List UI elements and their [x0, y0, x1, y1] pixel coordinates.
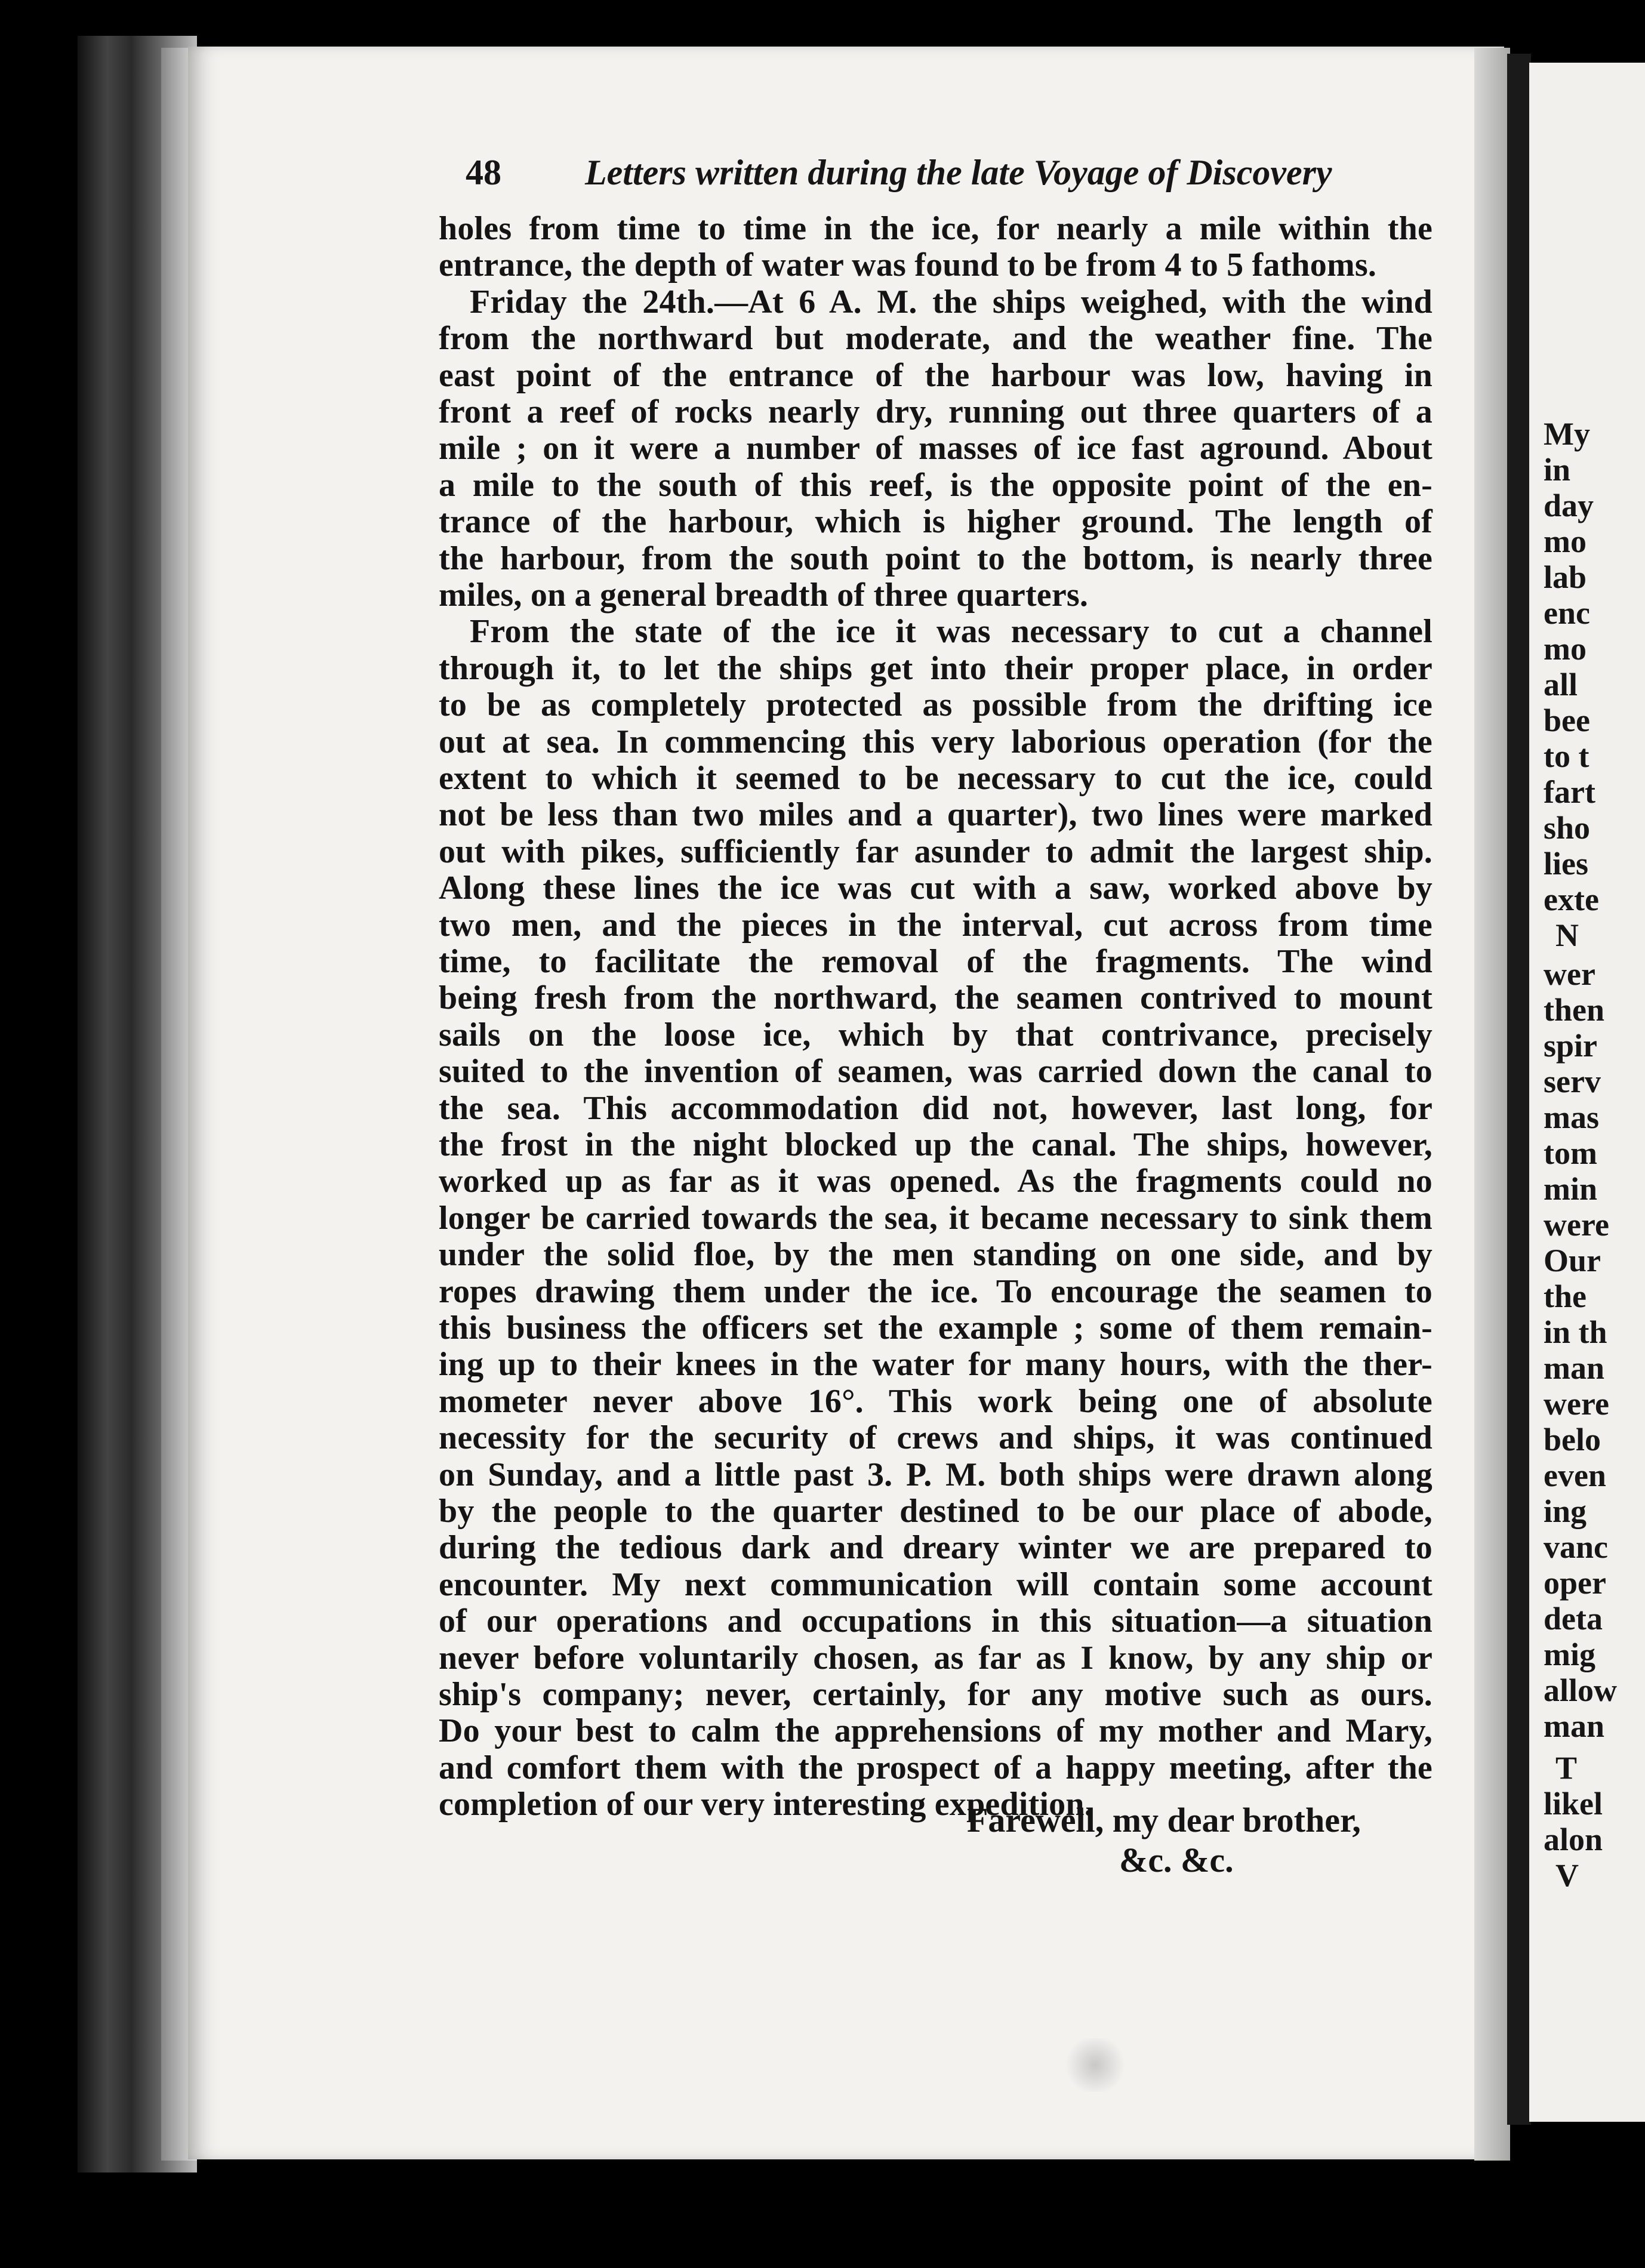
facing-page-fragment: enc — [1544, 595, 1590, 631]
text-line: From the state of the ice it was necessary to cut a channel — [470, 613, 1433, 651]
text-line: entrance, the depth of water was found to be from 4 to 5 fathoms. — [439, 246, 1377, 284]
facing-page-fragment: sho — [1544, 810, 1591, 846]
facing-page-fragment: in th — [1544, 1314, 1607, 1350]
facing-page-fragment: ing — [1544, 1493, 1587, 1529]
text-line: Friday the 24th.—At 6 A. M. the ships weighed, with the wind — [470, 283, 1433, 321]
page-smudge — [1062, 2038, 1128, 2092]
facing-page-fragment: fart — [1544, 774, 1595, 810]
text-line: on Sunday, and a little past 3. P. M. both ships were drawn along — [439, 1456, 1433, 1493]
text-line: through it, to let the ships get into their proper place, in order — [439, 649, 1433, 687]
facing-page-fragment: were — [1544, 1386, 1609, 1422]
closing-farewell: Farewell, my dear brother, — [967, 1801, 1361, 1839]
text-line: mometer never above 16°. This work being one of absolute — [439, 1382, 1433, 1420]
facing-page-fragment: min — [1544, 1171, 1598, 1207]
closing-etc: &c. &c. — [1119, 1841, 1234, 1879]
text-line: trance of the harbour, which is higher ground. The length of — [439, 503, 1433, 541]
text-line: necessity for the security of crews and ships, it was continued — [439, 1419, 1433, 1457]
facing-page-fragment: then — [1544, 992, 1605, 1028]
page-edge — [1474, 48, 1510, 2161]
text-line: during the tedious dark and dreary winter we are prepared to — [439, 1529, 1433, 1567]
text-line: ship's company; never, certainly, for any motive such as ours. — [439, 1676, 1433, 1713]
facing-page-fragment: mas — [1544, 1099, 1599, 1135]
facing-page — [1529, 63, 1645, 2122]
text-line: by the people to the quarter destined to be our place of abode, — [439, 1493, 1433, 1530]
text-line: a mile to the south of this reef, is the opposite point of the en- — [439, 466, 1433, 504]
text-line: encounter. My next communication will contain some account — [439, 1566, 1433, 1603]
page-header — [466, 152, 1337, 206]
text-line: longer be carried towards the sea, it became necessary to sink them — [439, 1199, 1433, 1237]
facing-page-fragment: lab — [1544, 559, 1587, 595]
running-title: Letters written during the late Voyage of Discovery — [585, 153, 1332, 192]
facing-page-fragment: lies — [1544, 846, 1588, 882]
facing-page-fragment: belo — [1544, 1422, 1601, 1457]
text-line: completion of our very interesting expedition. — [439, 1786, 1093, 1823]
text-line: from the northward but moderate, and the weather fine. The — [439, 320, 1433, 358]
facing-page-fragment: spir — [1544, 1028, 1598, 1064]
text-line: Along these lines the ice was cut with a saw, worked above by — [439, 870, 1433, 907]
facing-page-fragment: even — [1544, 1457, 1606, 1493]
text-line: this business the officers set the example ; some of them remain- — [439, 1309, 1433, 1346]
facing-page-fragment: wer — [1544, 956, 1595, 992]
facing-page-fragment: serv — [1544, 1064, 1601, 1099]
text-line: mile ; on it were a number of masses of ice fast aground. About — [439, 430, 1433, 467]
text-line: suited to the invention of seamen, was carried down the canal to — [439, 1053, 1433, 1090]
facing-page-fragment: all — [1544, 667, 1578, 702]
facing-page-fragment: in — [1544, 452, 1571, 488]
facing-page-fragment: day — [1544, 488, 1594, 523]
facing-page-fragment: were — [1544, 1207, 1609, 1243]
facing-page-fragment: to t — [1544, 738, 1589, 774]
facing-page-fragment: likel — [1544, 1786, 1603, 1822]
book-gutter — [1507, 54, 1531, 2125]
text-line: being fresh from the northward, the seamen contrived to mount — [439, 979, 1433, 1017]
page-number: 48 — [466, 153, 501, 192]
facing-page-fragment: deta — [1544, 1601, 1603, 1637]
text-line: worked up as far as it was opened. As the fragments could no — [439, 1163, 1433, 1200]
facing-page-fragment: allow — [1544, 1672, 1618, 1708]
text-line: the sea. This accommodation did not, however, last long, for — [439, 1089, 1433, 1127]
text-line: under the solid floe, by the men standing on one side, and by — [439, 1236, 1433, 1274]
facing-page-fragment: T — [1555, 1750, 1578, 1786]
text-line: miles, on a general breadth of three quarters. — [439, 577, 1089, 614]
facing-page-fragment: My — [1544, 416, 1590, 452]
text-line: east point of the entrance of the harbour was low, having in — [439, 356, 1433, 394]
facing-page-fragment: N — [1555, 917, 1579, 953]
text-line: two men, and the pieces in the interval, cut across from time — [439, 906, 1433, 944]
facing-page-fragment: mo — [1544, 631, 1587, 667]
text-line: the frost in the night blocked up the canal. The ships, however, — [439, 1126, 1433, 1163]
facing-page-fragment: mo — [1544, 523, 1587, 559]
facing-page-fragment: oper — [1544, 1565, 1606, 1601]
facing-page-fragment: exte — [1544, 882, 1599, 917]
facing-page-fragment: Our — [1544, 1243, 1601, 1278]
text-line: ropes drawing them under the ice. To encourage the seamen to — [439, 1272, 1433, 1310]
text-line: never before voluntarily chosen, as far as I know, by any ship or — [439, 1639, 1433, 1677]
text-line: the harbour, from the south point to the bottom, is nearly three — [439, 540, 1433, 577]
facing-page-fragment: tom — [1544, 1135, 1597, 1171]
text-line: sails on the loose ice, which by that contrivance, precisely — [439, 1016, 1433, 1053]
text-line: out with pikes, sufficiently far asunder to admit the largest ship. — [439, 833, 1433, 870]
facing-page-fragment: bee — [1544, 702, 1590, 738]
facing-page-fragment: vanc — [1544, 1529, 1608, 1565]
facing-page-fragment: alon — [1544, 1822, 1603, 1857]
text-line: to be as completely protected as possible from the drifting ice — [439, 686, 1433, 724]
text-line: time, to facilitate the removal of the fragments. The wind — [439, 943, 1433, 980]
facing-page-fragment: mig — [1544, 1637, 1595, 1672]
text-line: ing up to their knees in the water for many hours, with the ther- — [439, 1346, 1433, 1383]
text-line: extent to which it seemed to be necessary to cut the ice, could — [439, 760, 1433, 797]
text-line: and comfort them with the prospect of a happy meeting, after the — [439, 1749, 1433, 1786]
facing-page-fragment: the — [1544, 1278, 1587, 1314]
facing-page-fragment: man — [1544, 1708, 1605, 1744]
text-line: not be less than two miles and a quarter), two lines were marked — [439, 796, 1433, 834]
text-line: Do your best to calm the apprehensions of my mother and Mary, — [439, 1712, 1433, 1750]
text-line: holes from time to time in the ice, for nearly a mile within the — [439, 210, 1433, 247]
text-line: out at sea. In commencing this very laborious operation (for the — [439, 723, 1433, 760]
text-line: front a reef of rocks nearly dry, running out three quarters of a — [439, 393, 1433, 430]
facing-page-fragment: V — [1555, 1857, 1579, 1893]
text-line: of our operations and occupations in this situation—a situation — [439, 1603, 1433, 1640]
facing-page-fragment: man — [1544, 1350, 1605, 1386]
